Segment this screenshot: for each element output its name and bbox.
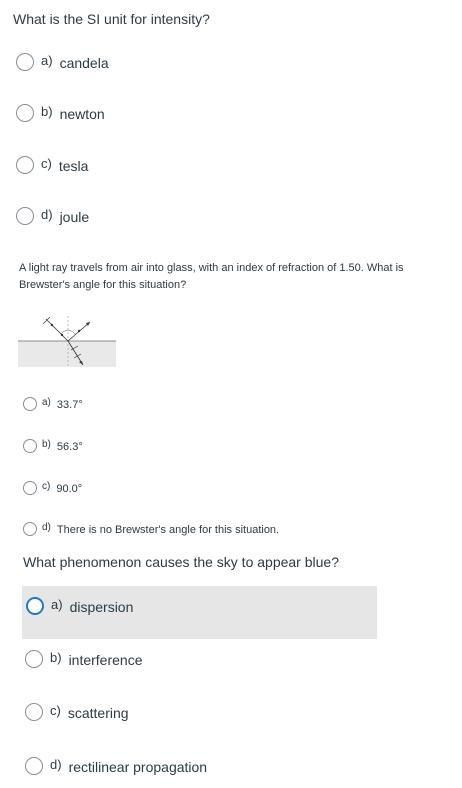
q1-option-d[interactable]	[16, 207, 89, 225]
q1-option-a[interactable]	[16, 53, 109, 71]
glass-region	[18, 341, 116, 367]
radio-button[interactable]	[23, 522, 37, 536]
option-letter: d)	[42, 521, 51, 533]
option-label: candela	[59, 55, 109, 71]
option-label: rectilinear propagation	[68, 759, 208, 775]
question-2-text-line1: A light ray travels from air into glass, with an index of refraction of 1.50. What is	[19, 262, 404, 274]
option-letter: a)	[51, 596, 63, 612]
option-label: dispersion	[69, 599, 134, 615]
question-2-text-line2: Brewster's angle for this situation?	[19, 279, 187, 291]
angle-arc	[68, 330, 75, 334]
q1-option-b[interactable]	[16, 104, 105, 122]
option-label: scattering	[67, 705, 129, 721]
radio-button[interactable]	[16, 104, 34, 122]
option-letter: d)	[41, 206, 53, 222]
radio-button[interactable]	[25, 650, 43, 668]
radio-button-selected[interactable]	[26, 597, 44, 615]
option-letter: c)	[42, 480, 51, 492]
option-label: 90.0°	[56, 483, 83, 495]
q3-option-c[interactable]	[25, 703, 129, 721]
radio-button[interactable]	[25, 703, 43, 721]
q2-option-b[interactable]	[23, 438, 83, 453]
polarization-dot	[78, 330, 80, 332]
polarization-dot	[61, 334, 63, 336]
polarization-dot	[51, 324, 53, 326]
option-label: interference	[68, 652, 143, 668]
option-letter: c)	[50, 702, 61, 718]
option-letter: a)	[42, 396, 51, 408]
option-label: tesla	[58, 158, 89, 174]
q3-option-d[interactable]	[25, 757, 207, 775]
option-label: 33.7°	[56, 399, 83, 411]
option-label: 56.3°	[56, 441, 83, 453]
option-letter: d)	[50, 756, 62, 772]
question-3-text: What phenomenon causes the sky to appear blue?	[23, 554, 339, 570]
polarization-mark	[43, 317, 50, 324]
option-label: newton	[59, 106, 105, 122]
option-label: There is no Brewster's angle for this situation.	[56, 524, 280, 536]
radio-button[interactable]	[25, 757, 43, 775]
brewster-angle-diagram	[17, 310, 117, 370]
radio-button[interactable]	[23, 439, 37, 453]
q2-option-c[interactable]	[23, 480, 82, 495]
radio-button[interactable]	[16, 53, 34, 71]
question-1-text: What is the SI unit for intensity?	[13, 11, 210, 27]
q1-option-c[interactable]	[16, 156, 88, 174]
q3-option-a[interactable]	[26, 597, 133, 615]
radio-button[interactable]	[16, 156, 34, 174]
option-letter: b)	[41, 103, 53, 119]
radio-button[interactable]	[23, 481, 37, 495]
radio-button[interactable]	[23, 397, 37, 411]
angle-arc	[61, 330, 68, 334]
incident-ray	[46, 319, 68, 341]
option-letter: c)	[41, 155, 52, 171]
option-letter: b)	[50, 649, 62, 665]
option-letter: a)	[41, 52, 53, 68]
q3-option-b[interactable]	[25, 650, 143, 668]
q2-option-d[interactable]	[23, 521, 279, 536]
option-letter: b)	[42, 438, 51, 450]
option-label: joule	[59, 209, 90, 225]
q2-option-a[interactable]	[23, 396, 83, 411]
radio-button[interactable]	[16, 207, 34, 225]
